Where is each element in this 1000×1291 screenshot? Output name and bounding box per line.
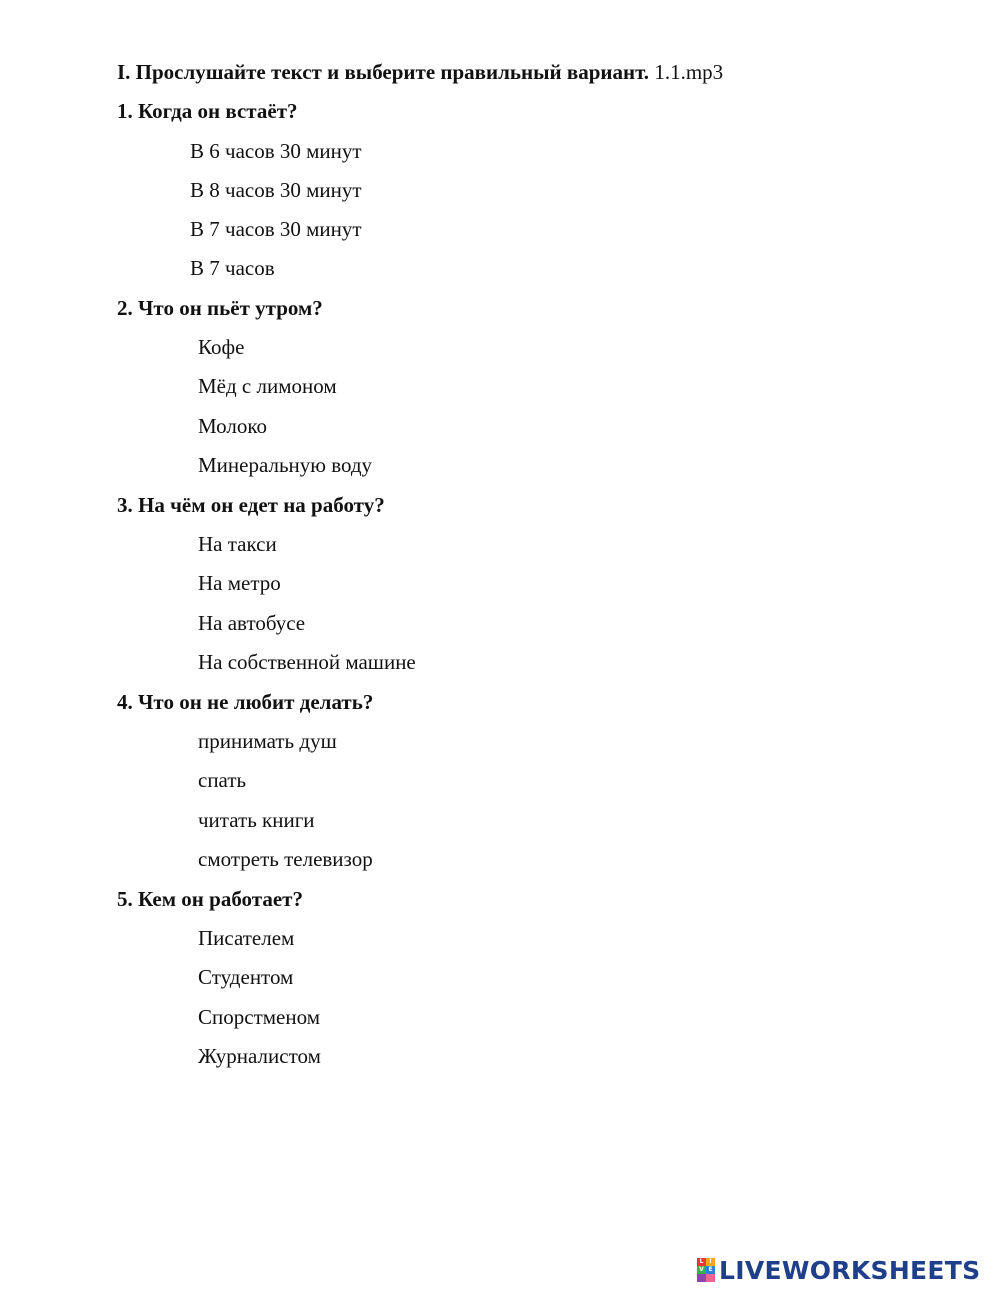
q4-option-4[interactable]: смотреть телевизор bbox=[198, 847, 373, 871]
q5-option-1[interactable]: Писателем bbox=[198, 926, 295, 950]
q1-option-4[interactable]: В 7 часов bbox=[190, 256, 275, 280]
q2-option-3[interactable]: Молоко bbox=[198, 414, 267, 438]
q5-option-3[interactable]: Спорстменом bbox=[198, 1005, 320, 1029]
liveworksheets-logo bbox=[697, 1255, 980, 1285]
q3-option-1[interactable]: На такси bbox=[198, 532, 277, 556]
question-2: 2. Что он пьёт утром? bbox=[117, 296, 323, 320]
q1-option-2[interactable]: В 8 часов 30 минут bbox=[190, 178, 362, 202]
q4-option-3[interactable]: читать книги bbox=[198, 808, 315, 832]
logo-block-i: I bbox=[706, 1258, 715, 1266]
logo-block-v: V bbox=[697, 1266, 706, 1274]
logo-block-5 bbox=[697, 1274, 706, 1282]
q3-option-3[interactable]: На автобусе bbox=[198, 611, 306, 635]
q2-option-4[interactable]: Минеральную воду bbox=[198, 453, 373, 477]
q5-option-4[interactable]: Журналистом bbox=[198, 1044, 321, 1068]
question-1: 1. Когда он встаёт? bbox=[117, 99, 298, 123]
q5-option-2[interactable]: Студентом bbox=[198, 965, 294, 989]
q3-option-4[interactable]: На собственной машине bbox=[198, 650, 416, 674]
logo-block-l: L bbox=[697, 1258, 706, 1266]
logo-block-e: E bbox=[706, 1266, 715, 1274]
question-3: 3. На чём он едет на работу? bbox=[117, 493, 385, 517]
audio-file-link[interactable]: 1.1.mp3 bbox=[654, 60, 724, 84]
worksheet-heading bbox=[117, 59, 723, 85]
q4-option-1[interactable]: принимать душ bbox=[198, 729, 337, 753]
q3-option-2[interactable]: На метро bbox=[198, 571, 281, 595]
q1-option-3[interactable]: В 7 часов 30 минут bbox=[190, 217, 362, 241]
q2-option-1[interactable]: Кофе bbox=[198, 335, 245, 359]
q2-option-2[interactable]: Мёд с лимоном bbox=[198, 374, 337, 398]
liveworksheets-logo-text: LIVEWORKSHEETS bbox=[719, 1255, 981, 1285]
liveworksheets-logo-icon bbox=[697, 1258, 715, 1282]
heading-instruction: I. Прослушайте текст и выберите правильный вариант. bbox=[117, 60, 650, 84]
q4-option-2[interactable]: спать bbox=[198, 768, 247, 792]
q1-option-1[interactable]: В 6 часов 30 минут bbox=[190, 139, 362, 163]
logo-block-6 bbox=[706, 1274, 715, 1282]
question-5: 5. Кем он работает? bbox=[117, 887, 303, 911]
question-4: 4. Что он не любит делать? bbox=[117, 690, 374, 714]
